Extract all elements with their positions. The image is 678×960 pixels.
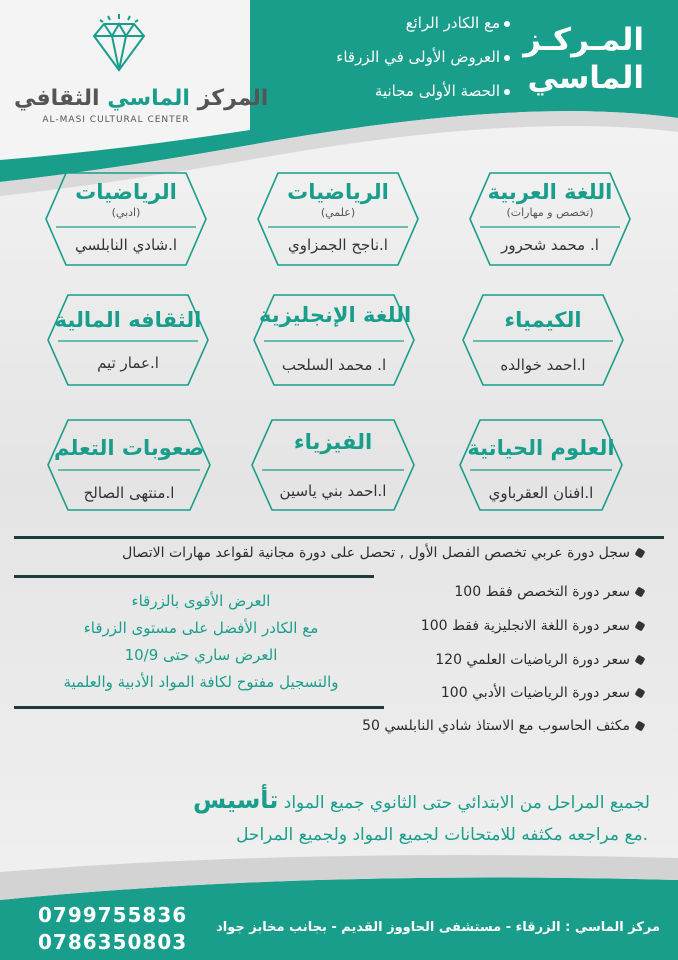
feature-item: مع الكادر الرائع (406, 14, 510, 32)
bullet-dot-icon (504, 89, 510, 95)
course-teacher: ا.احمد بني ياسين (279, 482, 387, 500)
course-subject: العلوم الحياتية (467, 436, 615, 460)
feature-item: الحصة الأولى مجانية (375, 82, 510, 100)
hexagon-bullet-icon (635, 655, 646, 666)
offer-line: العرض الأقوى بالزرقاء (131, 592, 271, 610)
course-subject: الرياضيات (75, 180, 177, 204)
info-bullet: سعر دورة التخصص فقط 100 (454, 584, 644, 600)
offer-line: العرض ساري حتى 10/9 (124, 646, 278, 664)
info-bullet: سعر دورة الرياضيات العلمي 120 (435, 652, 644, 668)
foundation-line (193, 786, 650, 814)
course-subject: صعوبات التعلم (54, 436, 205, 460)
course-card (259, 303, 412, 327)
course-qualifier: (ادبي) (111, 206, 141, 219)
course-teacher: ا.افنان العقرباوي (488, 484, 594, 502)
course-subject: اللغة العربية (487, 180, 613, 204)
course-subject: اللغة الإنجليزية (259, 303, 412, 327)
info-bullet: مكثف الحاسوب مع الاستاذ شادي النابلسي 50 (362, 718, 644, 734)
hexagon-bullet-icon (635, 721, 646, 732)
course-teacher: ا. محمد السلحب (281, 356, 387, 374)
course-teacher: ا. محمد شحرور (501, 236, 599, 254)
course-card (258, 430, 408, 454)
phone-number[interactable]: 0786350803 (38, 930, 188, 954)
hexagon-bullet-icon (635, 688, 646, 699)
course-teacher: ا.احمد خوالده (500, 356, 586, 374)
hexagon-bullet-icon (635, 621, 646, 632)
diamond-logo-icon (86, 12, 152, 78)
foundation-rest: لجميع المراحل من الابتدائي حتى الثانوي جميع المواد (283, 793, 650, 813)
logo-name-arabic: المركز الماسي الثقافي (14, 86, 269, 111)
foundation-line2: مع مراجعه مكثفه للامتحانات لجميع المواد ولجميع المراحل. (236, 825, 648, 845)
course-card (468, 308, 618, 332)
address: مركز الماسي : الزرقاء - مستشفى الحاووز القديم - بجانب مخابز جواد (216, 920, 660, 935)
course-subject: الرياضيات (287, 180, 389, 204)
info-bullet: سعر دورة الرياضيات الأدبي 100 (441, 685, 644, 701)
brand-title-line1: المـركـز (523, 22, 644, 58)
course-qualifier: (تخصص و مهارات) (506, 206, 594, 219)
course-subject: الفيزياء (293, 430, 373, 454)
divider (14, 575, 374, 578)
course-teacher: ا.ناجح الجمزاوي (288, 236, 388, 254)
offer-line: والتسجيل مفتوح لكافة المواد الأدبية والعلمية (63, 673, 339, 691)
info-bullet: سعر دورة اللغة الانجليزية فقط 100 (421, 618, 644, 634)
hexagon-bullet-icon (635, 548, 646, 559)
foundation-word: تأسيس (192, 786, 279, 814)
course-card (466, 436, 616, 460)
divider (14, 536, 664, 539)
brand-title-line2: الماسي (527, 60, 644, 96)
course-card (263, 180, 413, 219)
logo-name-english: AL-MASI CULTURAL CENTER (42, 115, 190, 125)
bullet-dot-icon (504, 21, 510, 27)
course-teacher: ا.منتهى الصالح (83, 484, 175, 502)
course-teacher: ا.عمار تيم (97, 354, 159, 372)
course-card (53, 308, 203, 332)
bullet-dot-icon (504, 55, 510, 61)
course-subject: الثقافه المالية (54, 308, 202, 332)
divider (14, 706, 384, 709)
hexagon-bullet-icon (635, 587, 646, 598)
info-bullet: سجل دورة عربي تخصص الفصل الأول , تحصل على دورة مجانية لقواعد مهارات الاتصال (122, 545, 644, 561)
course-teacher: ا.شادي النابلسي (74, 236, 178, 254)
phone-number[interactable]: 0799755836 (38, 903, 188, 927)
course-subject: الكيمياء (504, 308, 582, 332)
course-qualifier: (علمي) (320, 206, 356, 219)
course-card (475, 180, 625, 219)
feature-item: العروض الأولى في الزرقاء (336, 48, 510, 66)
course-card (54, 436, 204, 460)
offer-line: مع الكادر الأفضل على مستوى الزرقاء (83, 619, 319, 637)
course-card (51, 180, 201, 219)
